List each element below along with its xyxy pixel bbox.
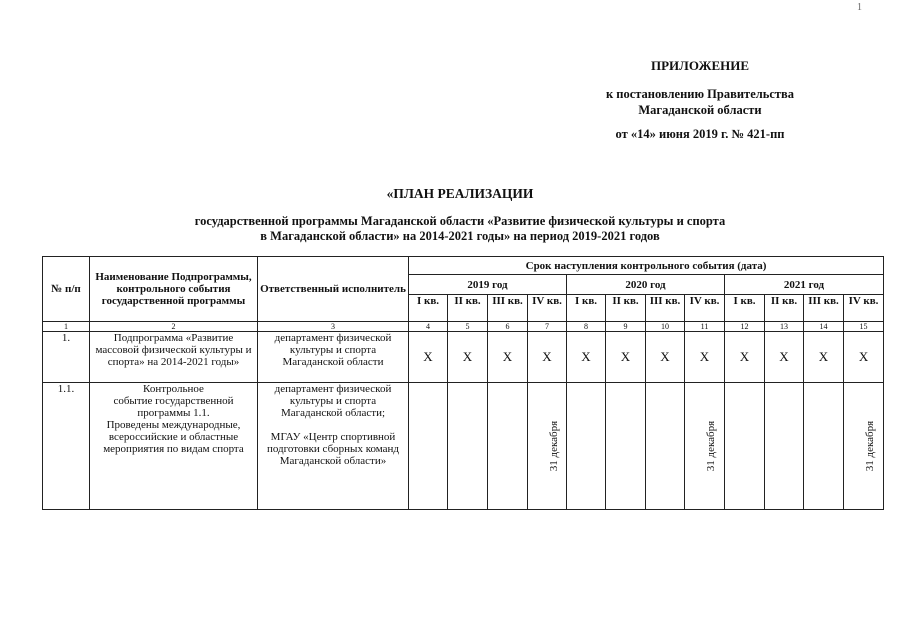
row-executor-line: департамент физической культуры и спорта Магаданской области; <box>274 383 392 419</box>
quarter-cell <box>488 383 528 510</box>
appendix-line-2: Магаданской области <box>638 103 762 117</box>
quarter-cell: X <box>685 332 725 383</box>
appendix-label: ПРИЛОЖЕНИЕ <box>650 58 750 73</box>
quarter-cell: X <box>448 332 488 383</box>
header-quarter: II кв. <box>765 295 804 322</box>
quarter-cell <box>646 383 685 510</box>
header-deadline: Срок наступления контрольного события (дата) <box>409 257 884 275</box>
quarter-cell <box>606 383 646 510</box>
deadline-date: 31 декабря <box>864 420 877 472</box>
deadline-date: 31 декабря <box>548 420 561 472</box>
quarter-cell <box>448 383 488 510</box>
header-quarter: I кв. <box>409 295 448 322</box>
quarter-cell <box>804 383 844 510</box>
row-executor-line: МГАУ «Центр спортивной подготовки сборных команд Магаданской области» <box>266 431 400 467</box>
row-name-line: событие государственной программы 1.1. <box>113 395 234 419</box>
header-quarter: I кв. <box>725 295 765 322</box>
quarter-cell: X <box>804 332 844 383</box>
quarter-cell: X <box>528 332 567 383</box>
corner-mark: 1 <box>857 2 862 13</box>
header-quarter: III кв. <box>646 295 685 322</box>
quarter-cell: X <box>606 332 646 383</box>
quarter-cell: X <box>488 332 528 383</box>
quarter-cell <box>528 383 567 510</box>
table-row <box>43 332 884 383</box>
title-subtitle-line-1: государственной программы Магаданской области «Развитие физической культуры и спорта <box>194 214 726 228</box>
row-executor: департамент физической культуры и спорта Магаданской области <box>258 332 409 383</box>
header-quarter: II кв. <box>448 295 488 322</box>
column-number: 8 <box>567 322 606 332</box>
quarter-cell <box>844 383 884 510</box>
row-name-line: Контрольное <box>143 383 204 395</box>
row-name: Подпрограмма «Развитие массовой физической культуры и спорта» на 2014-2021 годы» <box>90 332 258 383</box>
header-num: № п/п <box>43 257 90 322</box>
header-quarter: II кв. <box>606 295 646 322</box>
column-number: 11 <box>685 322 725 332</box>
header-quarter: III кв. <box>804 295 844 322</box>
header-quarter: III кв. <box>488 295 528 322</box>
header-year-2019: 2019 год <box>409 275 567 295</box>
header-quarter: IV кв. <box>844 295 884 322</box>
quarter-cell: X <box>567 332 606 383</box>
row-executor <box>258 383 409 510</box>
column-number: 9 <box>606 322 646 332</box>
quarter-cell: X <box>765 332 804 383</box>
row-number: 1. <box>43 332 90 383</box>
quarter-cell <box>725 383 765 510</box>
header-quarter: I кв. <box>567 295 606 322</box>
table-row <box>43 383 884 510</box>
quarter-cell: X <box>725 332 765 383</box>
header-year-2020: 2020 год <box>567 275 725 295</box>
column-number: 12 <box>725 322 765 332</box>
header-name: Наименование Подпрограммы, контрольного события государственной программы <box>90 257 258 322</box>
quarter-cell <box>567 383 606 510</box>
quarter-cell: X <box>844 332 884 383</box>
column-number: 2 <box>90 322 258 332</box>
header-quarter: IV кв. <box>528 295 567 322</box>
header-executor: Ответственный исполнитель <box>258 257 409 322</box>
column-number: 6 <box>488 322 528 332</box>
quarter-cell <box>765 383 804 510</box>
column-number: 15 <box>844 322 884 332</box>
document-title <box>90 186 830 244</box>
appendix-date: от «14» июня 2019 г. № 421-пп <box>615 127 785 141</box>
row-name-line: Проведены международные, всероссийские и областные мероприятия по видам спорта <box>103 419 244 455</box>
title-heading: «ПЛАН РЕАЛИЗАЦИИ <box>386 186 534 201</box>
row-number: 1.1. <box>43 383 90 510</box>
quarter-cell <box>409 383 448 510</box>
column-number: 7 <box>528 322 567 332</box>
header-quarter: IV кв. <box>685 295 725 322</box>
column-number: 14 <box>804 322 844 332</box>
row-name <box>90 383 258 510</box>
quarter-cell: X <box>409 332 448 383</box>
appendix-block <box>540 58 860 142</box>
column-number: 5 <box>448 322 488 332</box>
column-number: 10 <box>646 322 685 332</box>
column-number: 3 <box>258 322 409 332</box>
quarter-cell <box>685 383 725 510</box>
quarter-cell: X <box>646 332 685 383</box>
deadline-date: 31 декабря <box>705 420 718 472</box>
column-number: 13 <box>765 322 804 332</box>
column-number: 1 <box>43 322 90 332</box>
column-number-row <box>43 322 884 332</box>
column-number: 4 <box>409 322 448 332</box>
plan-table <box>42 256 884 510</box>
title-subtitle-line-2: в Магаданской области» на 2014-2021 годы» на период 2019-2021 годов <box>260 229 660 243</box>
header-year-2021: 2021 год <box>725 275 884 295</box>
appendix-line-1: к постановлению Правительства <box>605 87 795 101</box>
